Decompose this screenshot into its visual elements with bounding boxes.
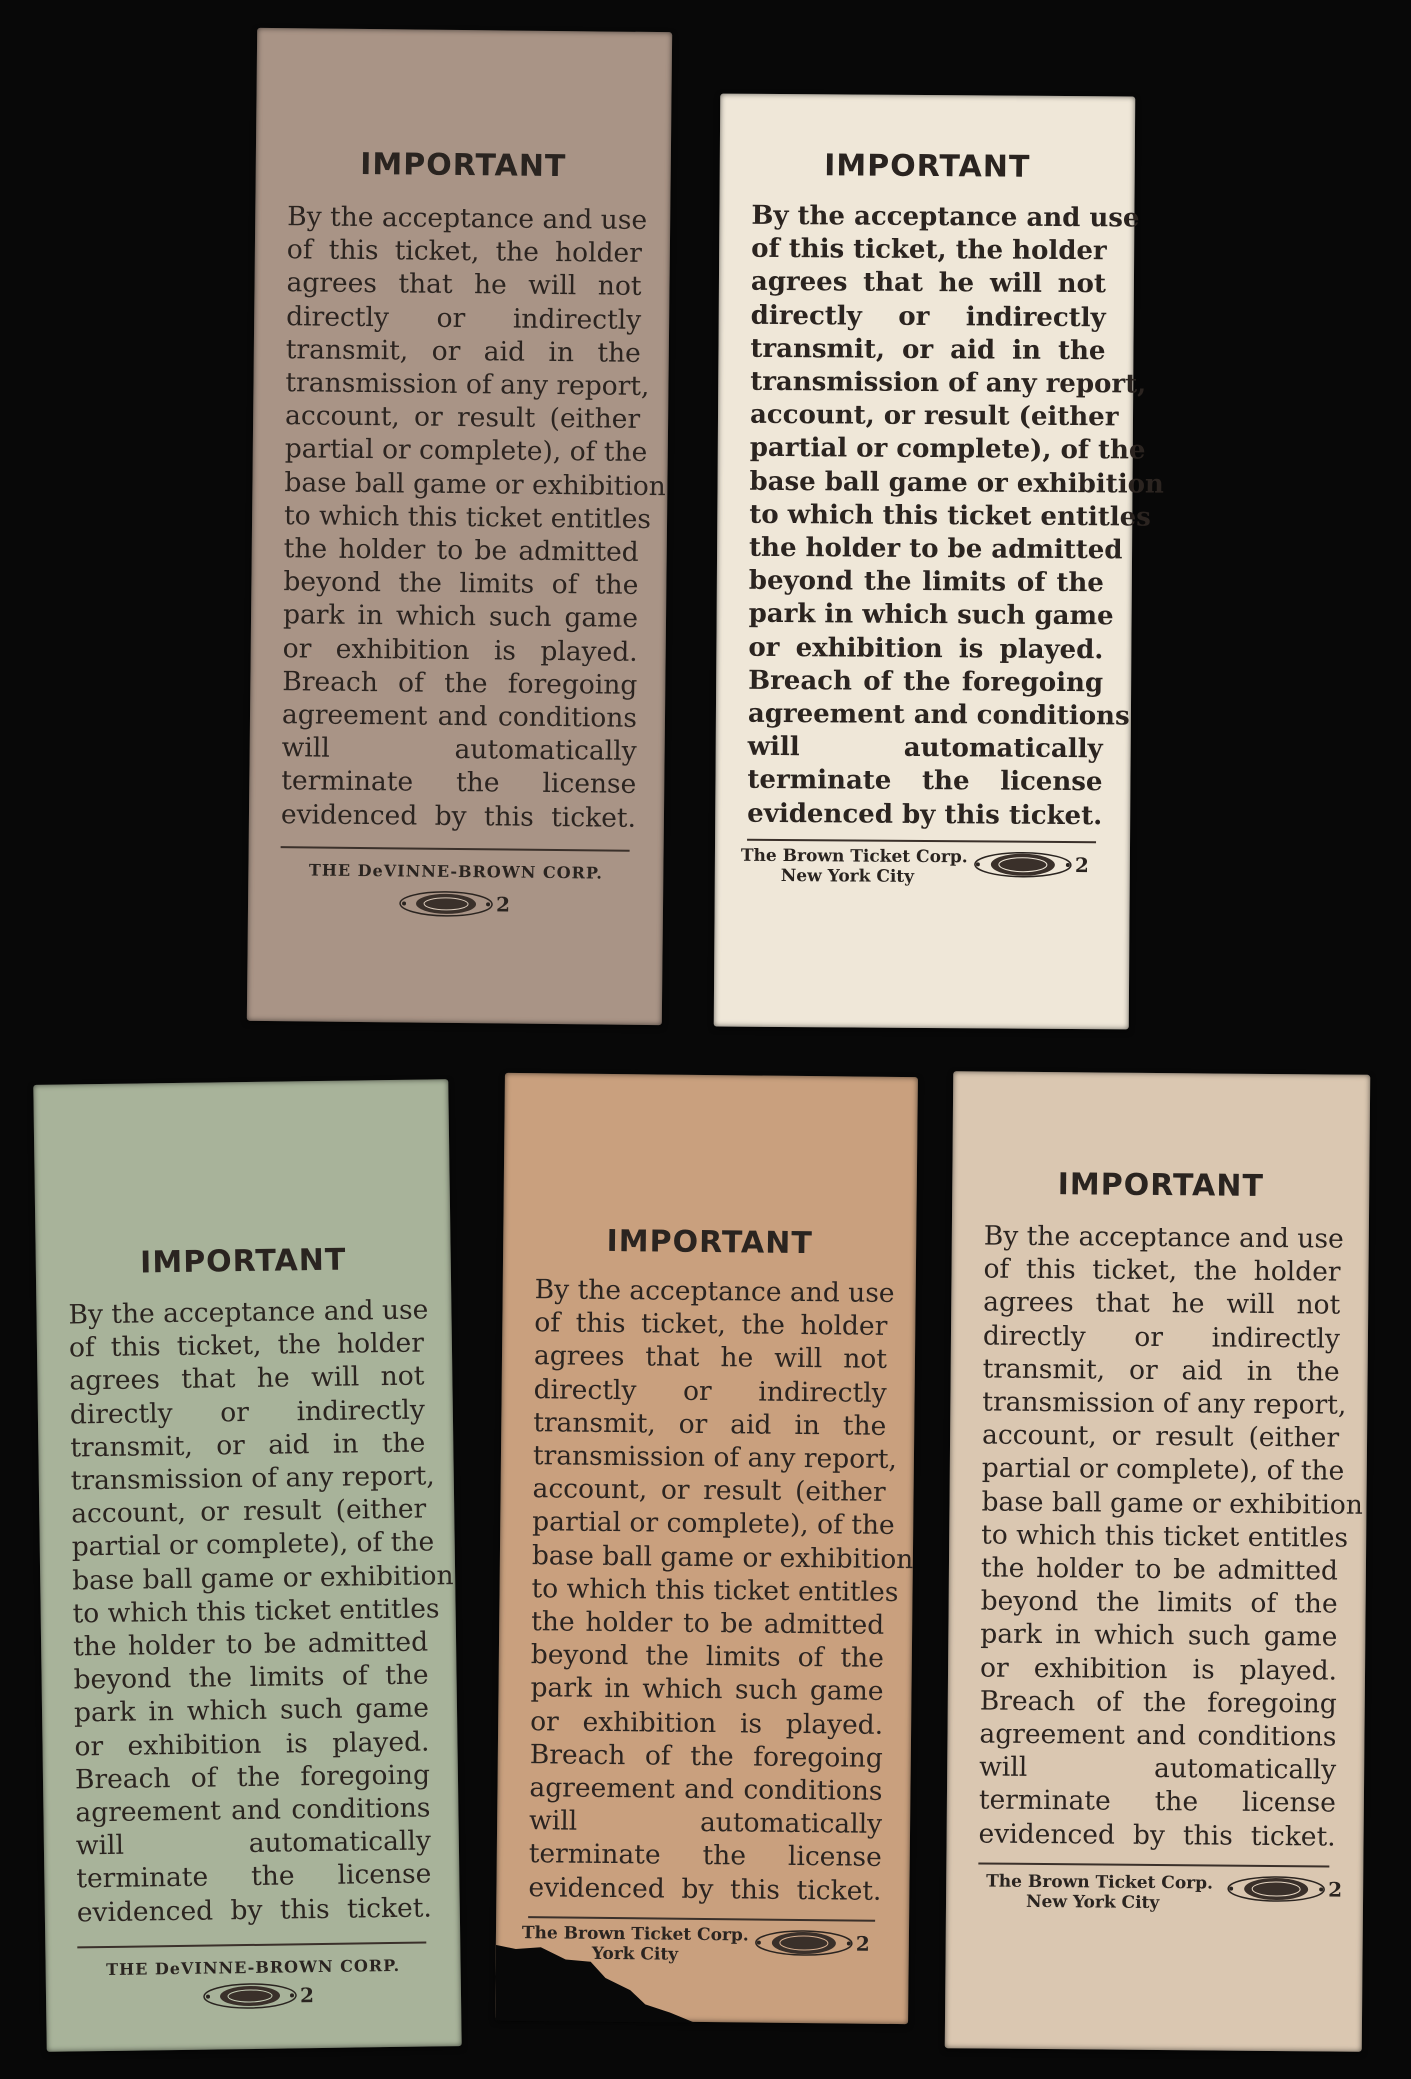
ticket-3 <box>33 1079 461 2052</box>
terms-line: the holder to be admitted <box>72 1626 429 1663</box>
ticket-number: 2 <box>855 1931 870 1956</box>
terms-line: terminate the license <box>747 765 1103 798</box>
ticket-terms <box>978 1219 1364 1853</box>
terms-line: the holder to be admitted <box>531 1606 885 1641</box>
terms-line: account, or result (either <box>71 1493 427 1530</box>
terms-line: or exhibition is played. <box>530 1705 884 1741</box>
terms-line: transmit, or aid in the <box>982 1353 1340 1388</box>
terms-line: the holder to be admitted <box>748 532 1123 566</box>
terms-line: will automatically <box>979 1751 1337 1786</box>
terms-line: or exhibition is played. <box>979 1652 1338 1687</box>
terms-line: transmission of any report, <box>750 366 1147 400</box>
terms-line: base ball game or exhibition <box>531 1539 914 1575</box>
printer-seal <box>1226 1874 1342 1905</box>
terms-line: of this ticket, the holder <box>751 233 1107 267</box>
terms-line: park in which such game <box>73 1692 430 1729</box>
ticket-4 <box>495 1073 918 2024</box>
terms-line: partial or complete), of the <box>284 433 648 469</box>
terms-line: evidenced by this ticket. <box>76 1892 433 1929</box>
seal-icon <box>754 1928 854 1959</box>
printer-seal <box>754 1928 870 1959</box>
torn-corner <box>495 1941 696 2023</box>
terms-line: base ball game or exhibition <box>71 1559 454 1597</box>
terms-line: beyond the limits of the <box>748 566 1104 599</box>
terms-line: account, or result (either <box>284 400 641 436</box>
terms-line: Breach of the foregoing <box>748 665 1104 699</box>
terms-line: or exhibition is played. <box>748 632 1104 665</box>
seal-icon <box>1226 1874 1326 1905</box>
ticket-number: 2 <box>299 1983 315 2008</box>
terms-line: park in which such game <box>282 599 639 635</box>
terms-line: to which this ticket entitles <box>72 1593 440 1630</box>
terms-line: evidenced by this ticket. <box>280 798 637 834</box>
seal-icon <box>973 849 1073 880</box>
divider-rule <box>747 839 1096 843</box>
seal-icon <box>398 889 494 918</box>
terms-line: directly or indirectly <box>69 1394 426 1431</box>
terms-line: partial or complete), of the <box>532 1506 895 1542</box>
terms-line: account, or result (either <box>981 1419 1340 1454</box>
printer-block <box>741 846 968 888</box>
terms-line: transmission of any report, <box>70 1460 435 1497</box>
ticket-terms <box>280 200 667 835</box>
terms-line: to which this ticket entitles <box>283 499 652 535</box>
ticket-heading: IMPORTANT <box>824 148 1031 185</box>
terms-line: Breach of the foregoing <box>74 1759 431 1796</box>
ticket-1 <box>247 28 672 1025</box>
terms-line: beyond the limits of the <box>980 1585 1338 1620</box>
terms-line: transmission of any report, <box>532 1440 898 1476</box>
terms-line: partial or complete), of the <box>981 1452 1345 1488</box>
divider-rule <box>978 1862 1329 1867</box>
terms-line: agrees that he will not <box>286 267 642 303</box>
terms-line: base ball game or exhibition <box>981 1486 1364 1521</box>
ticket-terms <box>528 1273 914 1908</box>
terms-line: of this ticket, the holder <box>983 1253 1341 1288</box>
terms-line: or exhibition is played. <box>282 632 638 668</box>
terms-line: transmit, or aid in the <box>533 1406 887 1442</box>
terms-line: to which this ticket entitles <box>749 499 1151 533</box>
terms-line: will automatically <box>528 1805 883 1841</box>
terms-line: transmission of any report, <box>982 1386 1347 1421</box>
printer-city: New York City <box>1025 1891 1160 1914</box>
terms-line: terminate the license <box>76 1858 432 1895</box>
printer-name: The Brown Ticket Corp. <box>986 1871 1214 1894</box>
terms-line: transmit, or aid in the <box>70 1427 426 1464</box>
ticket-heading: IMPORTANT <box>360 146 567 185</box>
printer-name: The Brown Ticket Corp. <box>521 1923 749 1946</box>
terms-line: base ball game or exhibition <box>284 466 667 502</box>
divider-rule <box>281 846 630 852</box>
terms-line: agrees that he will not <box>533 1340 888 1376</box>
terms-line: of this ticket, the holder <box>68 1327 425 1364</box>
printer-name: THE DeVINNE-BROWN CORP. <box>106 1955 401 1980</box>
terms-line: account, or result (either <box>532 1473 886 1509</box>
terms-line: directly or indirectly <box>533 1373 887 1409</box>
terms-line: directly or indirectly <box>982 1320 1341 1355</box>
terms-line: will automatically <box>747 732 1103 765</box>
terms-line: Breach of the foregoing <box>282 665 638 701</box>
divider-rule <box>528 1916 875 1922</box>
ticket-terms <box>68 1294 454 1930</box>
printer-seal <box>973 849 1089 880</box>
terms-line: By the acceptance and use <box>534 1274 895 1309</box>
terms-line: evidenced by this ticket. <box>747 798 1103 831</box>
terms-line: By the acceptance and use <box>983 1220 1344 1255</box>
terms-line: partial or complete), of the <box>749 433 1146 466</box>
ticket-2 <box>714 94 1164 1030</box>
printer-name: The Brown Ticket Corp. <box>740 845 968 868</box>
printer-city: New York City <box>780 866 915 887</box>
terms-line: beyond the limits of the <box>283 566 639 602</box>
terms-line: of this ticket, the holder <box>286 234 643 270</box>
terms-line: terminate the license <box>281 765 637 801</box>
terms-line: will automatically <box>281 732 637 768</box>
ticket-heading: IMPORTANT <box>1057 1167 1265 1204</box>
terms-line: Breach of the foregoing <box>979 1685 1337 1720</box>
terms-line: agreement and conditions <box>529 1772 883 1807</box>
terms-line: to which this ticket entitles <box>981 1519 1349 1554</box>
terms-line: beyond the limits of the <box>73 1659 429 1696</box>
terms-line: terminate the license <box>978 1784 1337 1820</box>
terms-line: the holder to be admitted <box>283 533 639 568</box>
terms-line: transmit, or aid in the <box>750 333 1106 367</box>
terms-line: transmit, or aid in the <box>285 333 641 369</box>
terms-line: base ball game or exhibition <box>749 466 1164 500</box>
terms-line: beyond the limits of the <box>530 1639 885 1675</box>
terms-line: evidenced by this ticket. <box>978 1818 1336 1853</box>
ticket-5 <box>945 1071 1371 2052</box>
terms-line: agrees that he will not <box>69 1360 425 1397</box>
ticket-heading: IMPORTANT <box>606 1223 813 1262</box>
printer-name: THE DeVINNE-BROWN CORP. <box>308 860 603 883</box>
terms-line: or exhibition is played. <box>74 1726 430 1763</box>
printer-block <box>986 1872 1213 1914</box>
terms-line: By the acceptance and use <box>751 200 1140 234</box>
terms-line: park in which such game <box>980 1618 1338 1654</box>
terms-line: the holder to be admitted <box>980 1552 1339 1587</box>
terms-line: agreement and conditions <box>281 699 638 734</box>
terms-line: will automatically <box>75 1825 432 1862</box>
terms-line: account, or result (either <box>749 399 1119 433</box>
terms-line: transmission of any report, <box>285 367 650 402</box>
terms-line: agrees that he will not <box>983 1286 1341 1321</box>
terms-line: of this ticket, the holder <box>534 1307 888 1343</box>
printer-seal <box>202 1981 314 2011</box>
printer-city: York City <box>591 1943 679 1965</box>
ticket-heading: IMPORTANT <box>139 1242 347 1281</box>
terms-line: directly or indirectly <box>750 300 1106 333</box>
printer-seal <box>398 889 510 918</box>
terms-line: agreement and conditions <box>979 1718 1337 1753</box>
terms-line: directly or indirectly <box>286 300 642 336</box>
terms-line: By the acceptance and use <box>287 201 648 236</box>
terms-line: Breach of the foregoing <box>529 1739 883 1774</box>
terms-line: terminate the license <box>528 1838 882 1874</box>
ticket-number: 2 <box>495 892 511 917</box>
terms-line: agrees that he will not <box>750 267 1107 300</box>
terms-line: park in which such game <box>748 599 1114 632</box>
terms-line: park in which such game <box>530 1672 884 1708</box>
ticket-number: 2 <box>1074 853 1089 878</box>
terms-line: By the acceptance and use <box>68 1294 429 1331</box>
terms-line: to which this ticket entitles <box>531 1572 899 1608</box>
seal-icon <box>202 1981 298 2010</box>
terms-line: agreement and conditions <box>75 1792 431 1829</box>
divider-rule <box>77 1942 426 1949</box>
ticket-terms <box>747 200 1164 833</box>
ticket-number: 2 <box>1328 1877 1343 1902</box>
terms-line: partial or complete), of the <box>71 1526 435 1563</box>
terms-line: agreement and conditions <box>747 698 1130 732</box>
terms-line: evidenced by this ticket. <box>528 1871 882 1907</box>
